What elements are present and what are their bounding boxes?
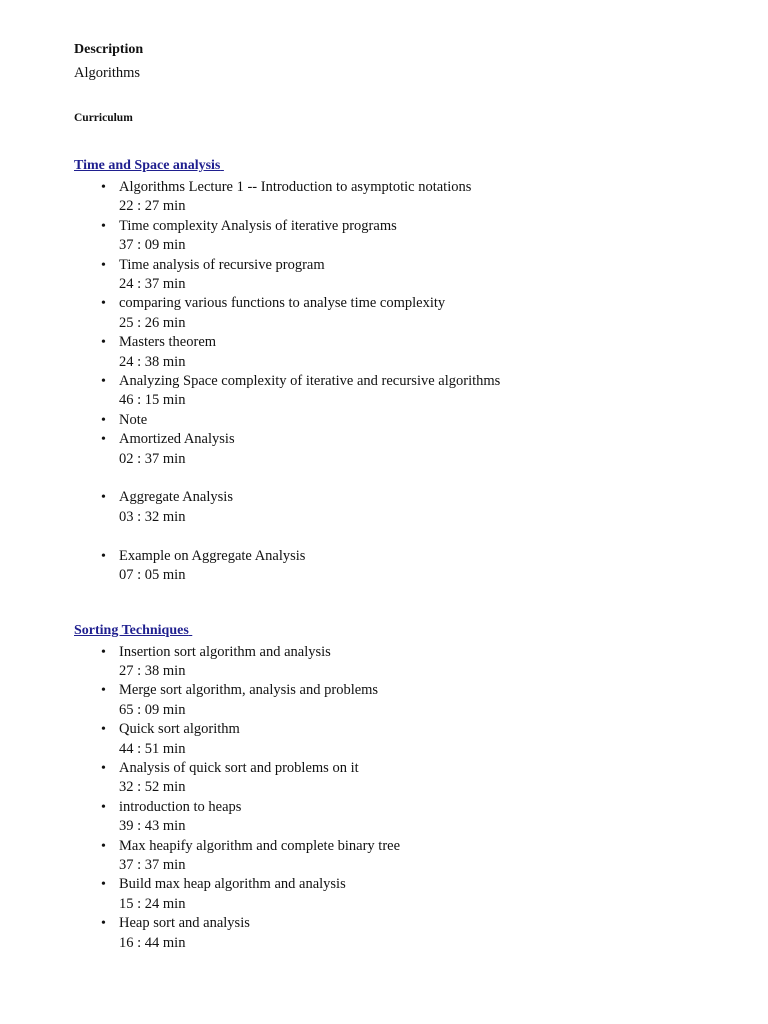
lecture-title: Heap sort and analysis bbox=[119, 915, 250, 932]
lecture-duration: 65 : 09 min bbox=[119, 701, 186, 718]
list-item bbox=[101, 256, 734, 295]
list-item bbox=[101, 643, 734, 682]
list-item bbox=[101, 488, 734, 527]
bullet-icon: • bbox=[101, 722, 106, 738]
document-page bbox=[74, 40, 734, 953]
list-item bbox=[101, 217, 734, 256]
lecture-title: Note bbox=[119, 411, 148, 428]
description-text: Algorithms bbox=[74, 65, 141, 81]
bullet-icon: • bbox=[101, 335, 106, 351]
bullet-icon: • bbox=[101, 877, 106, 893]
section-title-link[interactable]: Time and Space analysis bbox=[74, 158, 221, 173]
lecture-list bbox=[74, 178, 734, 586]
list-item bbox=[101, 372, 734, 411]
curriculum-heading: Curriculum bbox=[74, 112, 133, 124]
bullet-icon: • bbox=[101, 838, 106, 854]
lecture-title: Analyzing Space complexity of iterative and recursive algorithms bbox=[119, 373, 501, 390]
lecture-duration: 44 : 51 min bbox=[119, 740, 186, 757]
lecture-duration: 03 : 32 min bbox=[119, 508, 186, 525]
lecture-duration: 24 : 37 min bbox=[119, 276, 186, 293]
bullet-icon: • bbox=[101, 218, 106, 234]
section-sorting bbox=[74, 621, 734, 954]
list-item bbox=[101, 178, 734, 217]
bullet-icon: • bbox=[101, 644, 106, 660]
lecture-title: Time complexity Analysis of iterative programs bbox=[119, 217, 397, 234]
lecture-title: Merge sort algorithm, analysis and problems bbox=[119, 682, 379, 699]
lecture-title: Amortized Analysis bbox=[119, 431, 235, 448]
list-item bbox=[101, 837, 734, 876]
lecture-title: Analysis of quick sort and problems on it bbox=[119, 759, 359, 776]
lecture-list bbox=[74, 643, 734, 954]
list-item bbox=[101, 411, 734, 430]
lecture-duration: 16 : 44 min bbox=[119, 934, 186, 951]
bullet-icon: • bbox=[101, 683, 106, 699]
lecture-duration: 37 : 37 min bbox=[119, 856, 186, 873]
section-time-space bbox=[74, 156, 734, 586]
lecture-title: comparing various functions to analyse time complexity bbox=[119, 295, 446, 312]
lecture-duration: 02 : 37 min bbox=[119, 450, 186, 467]
bullet-icon: • bbox=[101, 916, 106, 932]
lecture-title: Algorithms Lecture 1 -- Introduction to asymptotic notations bbox=[119, 179, 472, 195]
bullet-icon: • bbox=[101, 296, 106, 312]
list-item bbox=[101, 759, 734, 798]
lecture-duration: 22 : 27 min bbox=[119, 198, 186, 215]
description-heading: Description bbox=[74, 42, 144, 57]
lecture-duration: 27 : 38 min bbox=[119, 662, 186, 679]
list-item bbox=[101, 798, 734, 837]
bullet-icon: • bbox=[101, 374, 106, 390]
lecture-duration: 24 : 38 min bbox=[119, 353, 186, 370]
lecture-title: Example on Aggregate Analysis bbox=[119, 547, 306, 564]
lecture-duration: 07 : 05 min bbox=[119, 567, 186, 584]
bullet-icon: • bbox=[101, 548, 106, 564]
lecture-title: introduction to heaps bbox=[119, 798, 242, 815]
bullet-icon: • bbox=[101, 490, 106, 506]
lecture-duration: 39 : 43 min bbox=[119, 818, 186, 835]
lecture-title: Quick sort algorithm bbox=[119, 721, 240, 738]
lecture-title: Insertion sort algorithm and analysis bbox=[119, 643, 331, 660]
list-item bbox=[101, 875, 734, 914]
lecture-title: Time analysis of recursive program bbox=[119, 256, 325, 273]
list-item bbox=[101, 294, 734, 333]
list-item bbox=[101, 914, 734, 953]
bullet-icon: • bbox=[101, 760, 106, 776]
lecture-title: Max heapify algorithm and complete binary tree bbox=[119, 837, 401, 854]
lecture-title: Build max heap algorithm and analysis bbox=[119, 876, 346, 893]
bullet-icon: • bbox=[101, 412, 106, 428]
lecture-duration: 32 : 52 min bbox=[119, 779, 186, 796]
list-item bbox=[101, 333, 734, 372]
lecture-title: Aggregate Analysis bbox=[119, 489, 233, 506]
lecture-title: Masters theorem bbox=[119, 334, 217, 351]
bullet-icon: • bbox=[101, 799, 106, 815]
lecture-duration: 25 : 26 min bbox=[119, 314, 186, 331]
list-item bbox=[101, 547, 734, 586]
list-item bbox=[101, 720, 734, 759]
lecture-duration: 46 : 15 min bbox=[119, 392, 186, 409]
list-item bbox=[101, 681, 734, 720]
bullet-icon: • bbox=[101, 180, 106, 195]
section-title-link[interactable]: Sorting Techniques bbox=[74, 622, 189, 638]
lecture-duration: 15 : 24 min bbox=[119, 895, 186, 912]
bullet-icon: • bbox=[101, 257, 106, 273]
lecture-duration: 37 : 09 min bbox=[119, 237, 186, 254]
bullet-icon: • bbox=[101, 432, 106, 448]
list-item bbox=[101, 430, 734, 469]
